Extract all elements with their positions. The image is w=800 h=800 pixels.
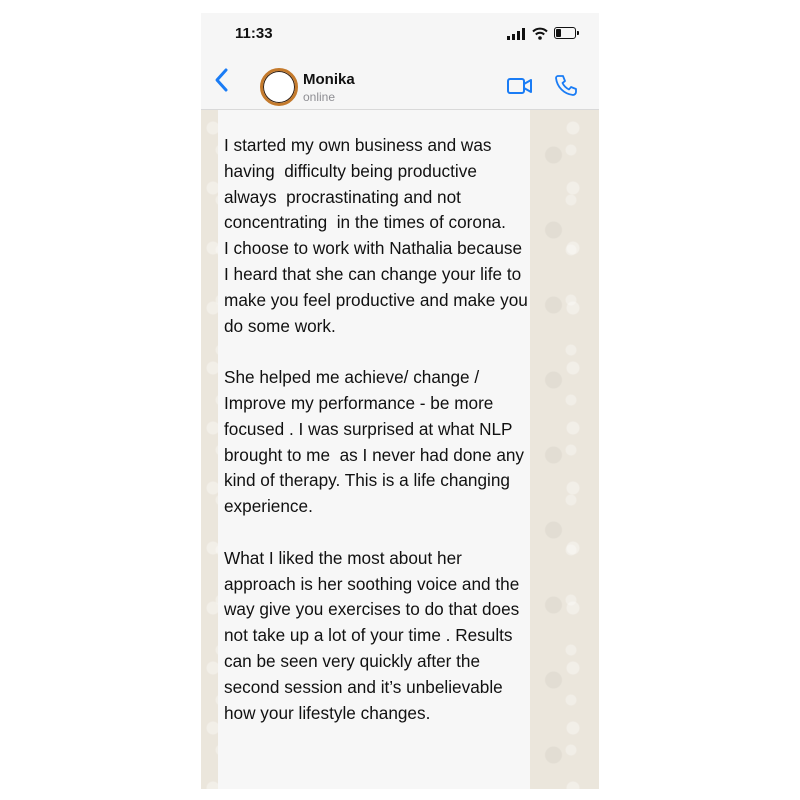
contact-status: online [303, 90, 336, 104]
video-camera-icon[interactable] [507, 77, 533, 95]
cellular-signal-icon [507, 28, 525, 40]
back-chevron-icon[interactable] [211, 65, 233, 95]
message-text: I started my own business and was having difficulty being productive always procrastinating and not concentrating in the times of corona. I choose to work with Nathalia because I heard that she can change your life to make you feel productive and make you do some work. She helped me achieve/ change / Improve my performance - be more focused . I was surprised at what NLP brought to me as I never had done any kind of therapy. This is a life changing experience. What I liked the most about her approach is her soothing voice and the way give you exercises to do that does not take up a lot of your time . Results can be seen very quickly after the second session and it’s unbelievable how your lifestyle changes. [224, 135, 528, 723]
message-bubble[interactable] [218, 110, 530, 789]
contact-name[interactable]: Monika [303, 71, 355, 88]
phone-icon[interactable] [555, 74, 577, 96]
wifi-icon [532, 27, 548, 40]
chat-header [201, 57, 599, 110]
battery-icon [554, 27, 576, 39]
status-bar [201, 13, 599, 57]
status-time: 11:33 [235, 25, 273, 42]
contact-avatar[interactable] [260, 68, 298, 106]
phone-screen [201, 13, 599, 789]
chat-background[interactable] [201, 110, 599, 789]
